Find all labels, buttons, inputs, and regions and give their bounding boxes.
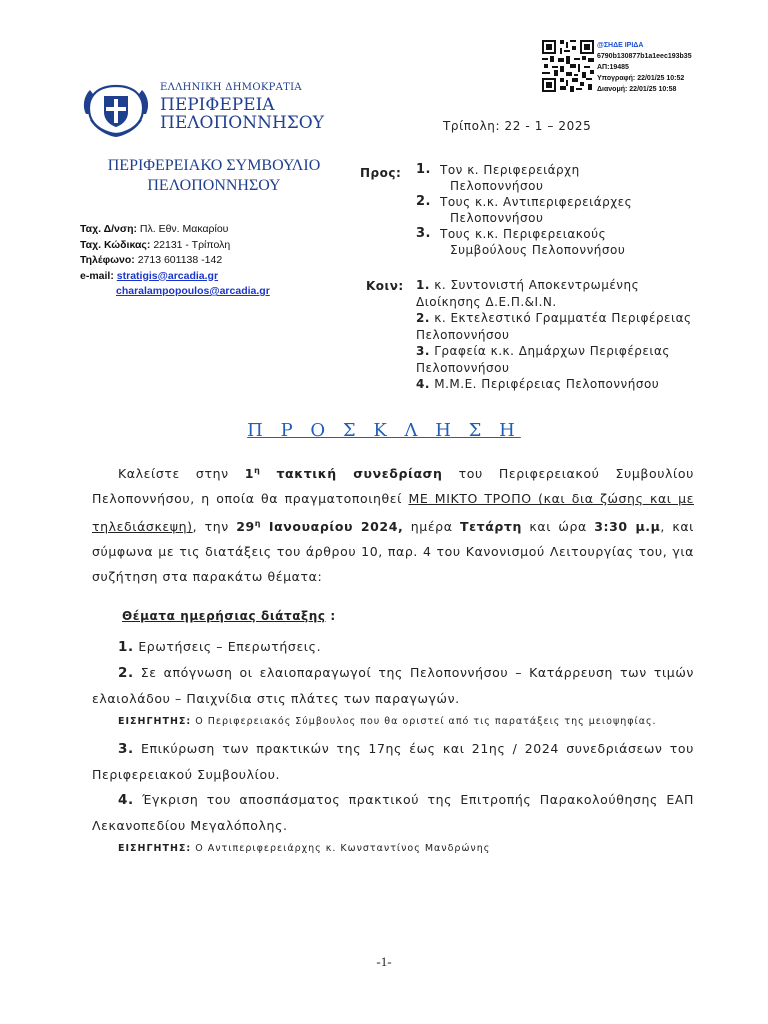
council-name-line2: ΠΕΛΟΠΟΝΝΗΣΟΥ: [147, 177, 281, 194]
agenda-list: [92, 634, 694, 863]
recipients-label: Προς:: [360, 166, 402, 180]
council-name: [92, 156, 336, 196]
invitation-paragraph: Καλείστε στην $1^\eta$ τακτική συνεδρίαση του Περιφερειακού Συμβουλίου Πελοποννήσου, η οποία θα πραγματοποιηθεί ΜΕ ΜΙΚΤΟ ΤΡΟΠΟ (και δια ζώσης και με τηλεδιάσκεψη), την $29^\eta$ Ιανουαρίου 2024, ημέρα Τετάρτη και ώρα 3:30 μ.μ, και σύμφωνα με τις διατάξεις του άρθρου 10, παρ. 4 του Κανονισμού Λειτουργίας του, για συζήτηση στα παρακάτω θέματα:: [92, 466, 694, 585]
cc-item: 3. Γραφεία κ.κ. Δημάρχων Περιφέρειας Πελοποννήσου: [416, 344, 670, 375]
email-line-2: [80, 284, 270, 300]
recipient-item: 1. Τον κ. Περιφερειάρχη Πελοποννήσου: [416, 162, 580, 193]
agenda-rapporteur: ΕΙΣΗΓΗΤΗΣ: Ο Αντιπεριφερειάρχης κ. Κωνσταντίνος Μανδρώνης: [118, 843, 491, 854]
invitation-body: [92, 458, 694, 589]
agenda-item: 4. Έγκριση του αποσπάσματος πρακτικού της Επιτροπής Παρακολούθησης ΕΑΠ Λεκανοπεδίου Μεγαλόπολης.: [92, 792, 694, 833]
cc-list: [416, 277, 706, 393]
cc-item: 4. Μ.Μ.Ε. Περιφέρειας Πελοποννήσου: [416, 377, 660, 391]
email-link-1[interactable]: stratigis@arcadia.gr: [116, 269, 219, 282]
email-link-2[interactable]: charalampopoulos@arcadia.gr: [116, 285, 270, 297]
cc-item: 2. κ. Εκτελεστικό Γραμματέα Περιφέρειας Πελοποννήσου: [416, 311, 692, 342]
stamp-hash: 6790b130877b1a1eec193b35: [597, 53, 692, 60]
agenda-item: 3. Επικύρωση των πρακτικών της 17ης έως και 21ης / 2024 συνεδριάσεων του Περιφερειακού Συμβουλίου.: [92, 741, 694, 782]
region-name: [160, 96, 324, 132]
phone-line: Τηλέφωνο: 2713 601138 -142: [80, 254, 223, 266]
recipient-item: 3. Τους κ.κ. Περιφερειακούς Συμβούλους Πελοποννήσου: [416, 226, 626, 257]
republic-label: ΕΛΛΗΝΙΚΗ ΔΗΜΟΚΡΑΤΙΑ: [160, 82, 302, 93]
region-name-line1: ΠΕΡΙΦΕΡΕΙΑ: [160, 95, 275, 115]
region-name-line2: ΠΕΛΟΠΟΝΝΗΣΟΥ: [160, 113, 324, 133]
agenda-item: 2. Σε απόγνωση οι ελαιοπαραγωγοί της Πελοποννήσου – Κατάρρευση των τιμών ελαιολάδου – Παιχνίδια στις πλάτες των παραγωγών.: [92, 665, 694, 706]
stamp-distribution-time: Διανομή: 22/01/25 10:58: [597, 86, 677, 93]
agenda-item: 1. Ερωτήσεις – Επερωτήσεις.: [118, 639, 322, 655]
email-line: e-mail: stratigis@arcadia.gr: [80, 269, 219, 282]
recipient-item: 2. Τους κ.κ. Αντιπεριφερειάρχες Πελοποννήσου: [416, 194, 633, 225]
greek-emblem-icon: [80, 80, 152, 138]
stamp-protocol-number: ΑΠ:19485: [597, 64, 629, 71]
recipients-list: [416, 162, 696, 258]
stamp-brand: @ΣΗΔΕ ΙΡΙΔΑ: [597, 42, 644, 49]
cc-item: 1. κ. Συντονιστή Αποκεντρωμένης Διοίκησης Δ.Ε.Π.&Ι.Ν.: [416, 278, 640, 309]
stamp-signature-time: Υπογραφή: 22/01/25 10:52: [597, 75, 685, 82]
document-title: Π Ρ Ο Σ Κ Λ Η Σ Η: [247, 420, 521, 441]
postal-line: Ταχ. Κώδικας: 22131 - Τρίπολη: [80, 238, 231, 251]
agenda-rapporteur: ΕΙΣΗΓΗΤΗΣ: Ο Περιφερειακός Σύμβουλος που θα οριστεί από τις παρατάξεις της μειοψηφίας.: [118, 716, 657, 727]
agenda-heading: Θέματα ημερήσιας διάταξης :: [122, 609, 336, 623]
cc-label: Κοιν:: [366, 279, 404, 293]
meeting-mode: ΜΕ ΜΙΚΤΟ ΤΡΟΠΟ (και δια ζώσης και με τηλεδιάσκεψη): [92, 491, 694, 535]
qr-code: [542, 40, 594, 92]
council-name-line1: ΠΕΡΙΦΕΡΕΙΑΚΟ ΣΥΜΒΟΥΛΙΟ: [107, 157, 321, 174]
digital-signature-stamp: [597, 40, 692, 95]
address-line: Ταχ. Δ/νση: Πλ. Εθν. Μακαρίου: [80, 223, 229, 235]
page-number: -1-: [376, 954, 392, 969]
document-date: Τρίπολη: 22 - 1 – 2025: [443, 119, 592, 133]
contact-block: [80, 222, 270, 300]
